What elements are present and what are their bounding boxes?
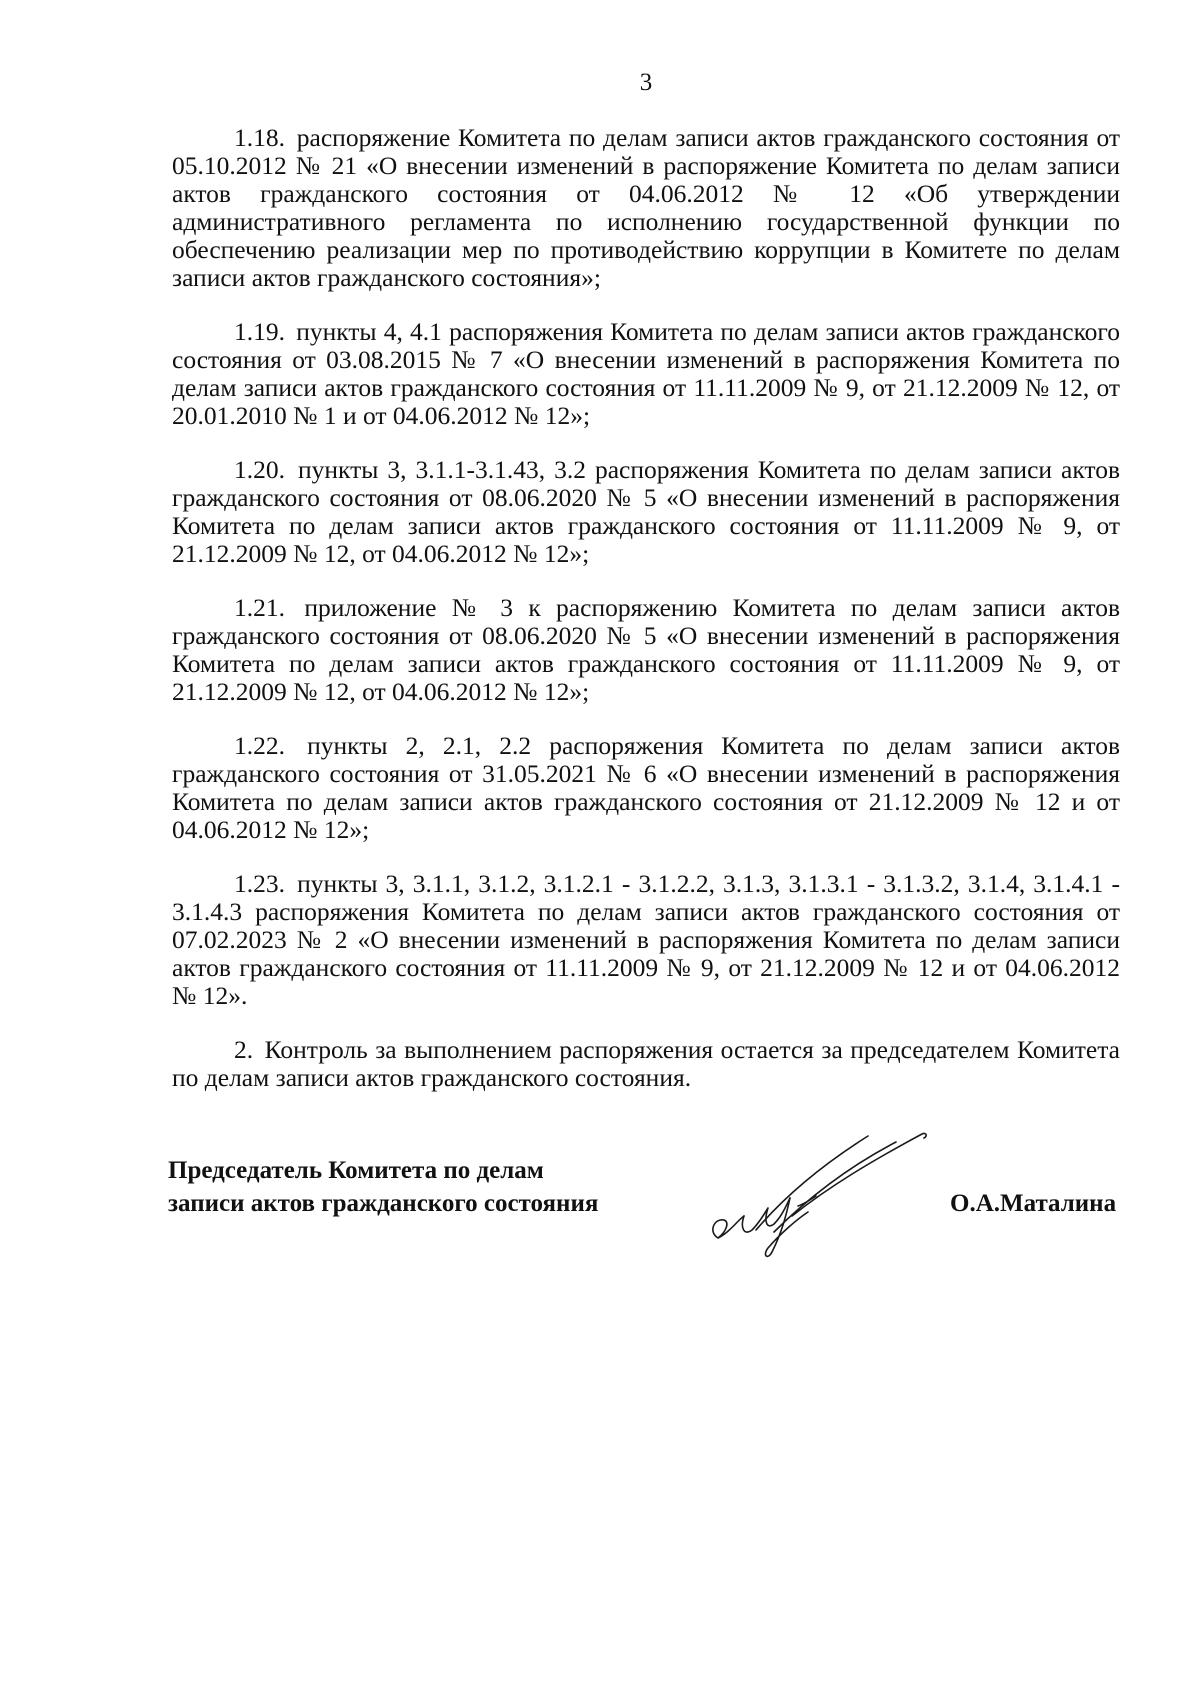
paragraph-text: приложение № 3 к распоряжению Комитета по делам записи актов гражданского состояния от 08.06.2020 № 5 «О внесении изменений в распоряжения Комитета по делам записи актов гражданского состояния от 11.11.2009 № 9, от 21.12.2009 № 12, от 04.06.2012 № 12»;	[172, 593, 1120, 706]
paragraph-number: 1.22.	[234, 731, 285, 760]
handwritten-signature-icon	[700, 1120, 930, 1260]
paragraph-number: 1.20.	[234, 455, 285, 484]
paragraph-1-21	[172, 594, 1120, 706]
paragraph-text: пункты 3, 3.1.1-3.1.43, 3.2 распоряжения Комитета по делам записи актов гражданского состояния от 08.06.2020 № 5 «О внесении изменений в распоряжения Комитета по делам записи актов гражданского состояния от 11.11.2009 № 9, от 21.12.2009 № 12, от 04.06.2012 № 12»;	[172, 455, 1121, 568]
paragraph-number: 1.21.	[234, 593, 285, 622]
paragraph-text: пункты 4, 4.1 распоряжения Комитета по делам записи актов гражданского состояния от 03.08.2015 № 7 «О внесении изменений в распоряжения Комитета по делам записи актов гражданского состояния от 11.11.2009 № 9, от 21.12.2009 № 12, от 20.01.2010 № 1 и от 04.06.2012 № 12»;	[172, 317, 1121, 430]
paragraph-1-20	[172, 456, 1120, 568]
page-number: 3	[639, 69, 653, 96]
paragraph-number: 1.23.	[234, 869, 285, 898]
paragraph-number: 1.18.	[234, 123, 285, 152]
paragraph-number: 1.19.	[234, 317, 285, 346]
paragraph-1-19	[172, 318, 1120, 430]
paragraph-1-23	[172, 870, 1120, 1010]
document-body	[172, 124, 1120, 1118]
signatory-title	[168, 1154, 598, 1220]
signatory-name: О.А.Маталина	[950, 1190, 1117, 1217]
paragraph-number: 2.	[234, 1035, 254, 1064]
paragraph-1-18	[172, 124, 1120, 292]
paragraph-1-22	[172, 732, 1120, 844]
signatory-title-line-2: записи актов гражданского состояния	[168, 1190, 599, 1217]
paragraph-text: пункты 3, 3.1.1, 3.1.2, 3.1.2.1 - 3.1.2.2, 3.1.3, 3.1.3.1 - 3.1.3.2, 3.1.4, 3.1.4.1 - 3.1.4.3 распоряжения Комитета по делам записи актов гражданского состояния от 07.02.2023 № 2 «О внесении изменений в распоряжения Комитета по делам записи актов гражданского состояния от 11.11.2009 № 9, от 21.12.2009 № 12 и от 04.06.2012 № 12».	[172, 869, 1121, 1010]
signature-block	[0, 1140, 1200, 1260]
paragraph-text: Контроль за выполнением распоряжения остается за председателем Комитета по делам записи актов гражданского состояния.	[172, 1035, 1120, 1092]
paragraph-text: распоряжение Комитета по делам записи актов гражданского состояния от 05.10.2012 № 21 «О внесении изменений в распоряжение Комитета по делам записи актов гражданского состояния от 04.06.2012 № 12 «Об утверждении административного регламента по исполнению государственной функции по обеспечению реализации мер по противодействию коррупции в Комитете по делам записи актов гражданского состояния»;	[172, 123, 1120, 292]
paragraph-2	[172, 1036, 1120, 1092]
paragraph-text: пункты 2, 2.1, 2.2 распоряжения Комитета по делам записи актов гражданского состояния от 31.05.2021 № 6 «О внесении изменений в распоряжения Комитета по делам записи актов гражданского состояния от 21.12.2009 № 12 и от 04.06.2012 № 12»;	[172, 731, 1120, 844]
signatory-title-line-1: Председатель Комитета по делам	[168, 1157, 544, 1184]
